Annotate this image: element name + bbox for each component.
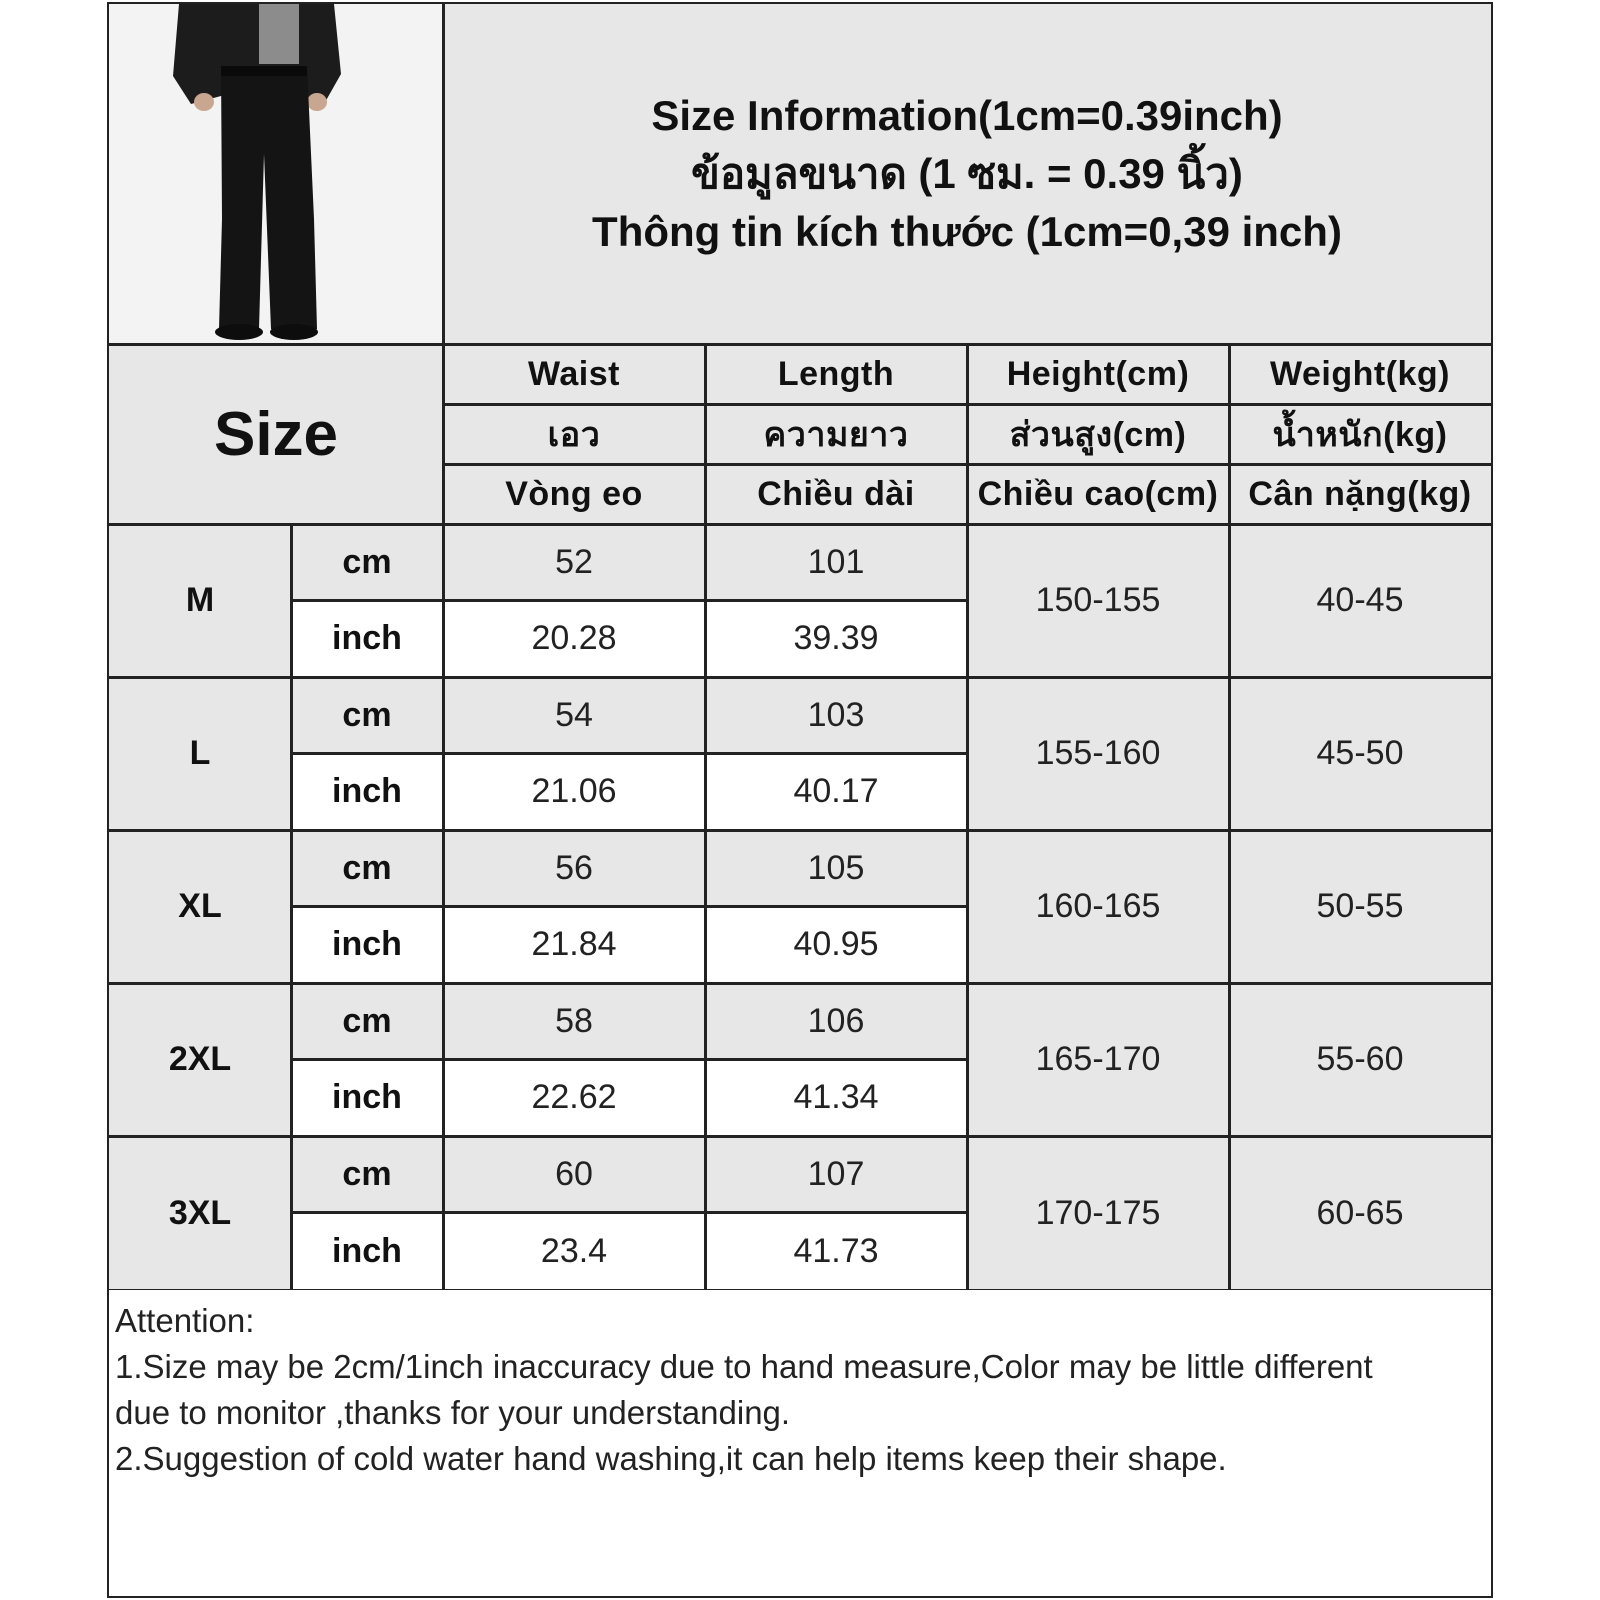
row-size-m: M	[109, 524, 291, 677]
col-length-vi: Chiều dài	[705, 464, 967, 524]
col-weight-en: Weight(kg)	[1229, 344, 1491, 404]
attention-notes	[109, 1290, 1491, 1596]
waist-cm: 56	[443, 830, 705, 906]
size-chart	[107, 2, 1493, 1598]
length-inch: 39.39	[705, 600, 967, 677]
row-size-xl: XL	[109, 830, 291, 983]
grid-line	[291, 1058, 967, 1061]
height-range: 165-170	[967, 983, 1229, 1136]
grid-line	[109, 1135, 1491, 1138]
col-weight-vi: Cân nặng(kg)	[1229, 464, 1491, 524]
weight-range: 50-55	[1229, 830, 1491, 983]
weight-range: 45-50	[1229, 677, 1491, 830]
title-thai: ข้อมูลขนาด (1 ซม. = 0.39 นิ้ว)	[691, 150, 1243, 197]
grid-line	[443, 463, 1491, 466]
title-vietnamese: Thông tin kích thước (1cm=0,39 inch)	[592, 208, 1342, 255]
col-waist-en: Waist	[443, 344, 705, 404]
notes-line: due to monitor ,thanks for your understanding.	[115, 1394, 791, 1431]
grid-line	[704, 344, 707, 1290]
waist-inch: 21.84	[443, 906, 705, 983]
length-cm: 103	[705, 677, 967, 753]
height-range: 150-155	[967, 524, 1229, 677]
unit-inch: inch	[291, 906, 443, 983]
col-waist-th: เอว	[443, 404, 705, 464]
weight-range: 40-45	[1229, 524, 1491, 677]
waist-cm: 52	[443, 524, 705, 600]
size-header: Size	[109, 344, 443, 524]
col-length-th: ความยาว	[705, 404, 967, 464]
waist-inch: 20.28	[443, 600, 705, 677]
length-cm: 101	[705, 524, 967, 600]
length-inch: 40.95	[705, 906, 967, 983]
unit-inch: inch	[291, 1212, 443, 1290]
grid-line	[109, 343, 1491, 346]
unit-inch: inch	[291, 600, 443, 677]
weight-range: 55-60	[1229, 983, 1491, 1136]
notes-line: 1.Size may be 2cm/1inch inaccuracy due to hand measure,Color may be little different	[115, 1348, 1373, 1385]
wide-leg-pants-image	[109, 4, 443, 344]
row-size-3xl: 3XL	[109, 1136, 291, 1290]
row-size-2xl: 2XL	[109, 983, 291, 1136]
col-weight-th: น้ำหนัก(kg)	[1229, 404, 1491, 464]
unit-inch: inch	[291, 1059, 443, 1136]
unit-cm: cm	[291, 677, 443, 753]
waist-inch: 23.4	[443, 1212, 705, 1290]
grid-line	[109, 676, 1491, 679]
waist-cm: 60	[443, 1136, 705, 1212]
grid-line	[442, 4, 445, 1290]
grid-line	[291, 905, 967, 908]
notes-line: 2.Suggestion of cold water hand washing,it can help items keep their shape.	[115, 1440, 1227, 1477]
row-size-l: L	[109, 677, 291, 830]
col-height-en: Height(cm)	[967, 344, 1229, 404]
length-inch: 40.17	[705, 753, 967, 830]
waist-inch: 22.62	[443, 1059, 705, 1136]
length-inch: 41.73	[705, 1212, 967, 1290]
grid-line	[291, 752, 967, 755]
length-cm: 107	[705, 1136, 967, 1212]
length-cm: 105	[705, 830, 967, 906]
height-range: 160-165	[967, 830, 1229, 983]
col-waist-vi: Vòng eo	[443, 464, 705, 524]
weight-range: 60-65	[1229, 1136, 1491, 1290]
waist-cm: 58	[443, 983, 705, 1059]
grid-line	[109, 982, 1491, 985]
grid-line	[1228, 344, 1231, 1290]
title-english: Size Information(1cm=0.39inch)	[651, 92, 1283, 139]
grid-line	[291, 599, 967, 602]
unit-cm: cm	[291, 830, 443, 906]
grid-line	[109, 829, 1491, 832]
grid-line	[966, 344, 969, 1290]
notes-heading: Attention:	[115, 1302, 255, 1339]
grid-line	[291, 1211, 967, 1214]
waist-inch: 21.06	[443, 753, 705, 830]
unit-cm: cm	[291, 983, 443, 1059]
grid-line	[443, 403, 1491, 406]
height-range: 155-160	[967, 677, 1229, 830]
length-inch: 41.34	[705, 1059, 967, 1136]
unit-cm: cm	[291, 524, 443, 600]
length-cm: 106	[705, 983, 967, 1059]
col-length-en: Length	[705, 344, 967, 404]
col-height-th: ส่วนสูง(cm)	[967, 404, 1229, 464]
height-range: 170-175	[967, 1136, 1229, 1290]
product-photo	[109, 4, 443, 344]
unit-inch: inch	[291, 753, 443, 830]
unit-cm: cm	[291, 1136, 443, 1212]
title-box	[443, 4, 1491, 344]
col-height-vi: Chiều cao(cm)	[967, 464, 1229, 524]
grid-line	[109, 523, 1491, 526]
waist-cm: 54	[443, 677, 705, 753]
